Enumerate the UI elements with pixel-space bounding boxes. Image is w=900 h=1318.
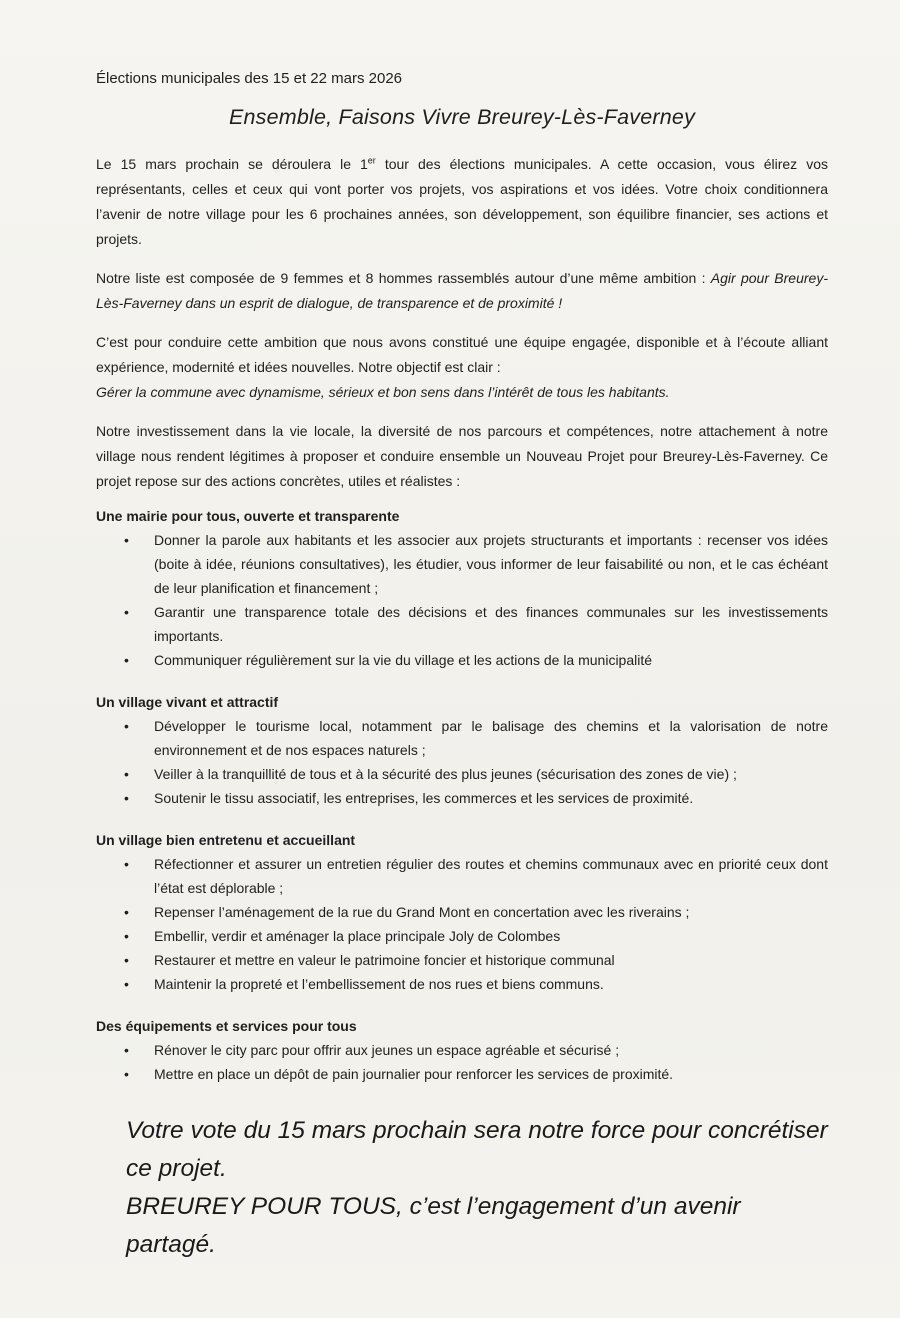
- intro-p1-text: Le 15 mars prochain se déroulera le 1: [96, 156, 368, 172]
- list-item: [120, 714, 828, 762]
- bullet-icon: •: [124, 952, 129, 968]
- bullet-icon: •: [124, 976, 129, 992]
- bullet-icon: •: [124, 928, 129, 944]
- list-item: [120, 1062, 828, 1086]
- section-list-mairie: [96, 528, 828, 672]
- list-item: [120, 1038, 828, 1062]
- list-item: [120, 528, 828, 600]
- closing-line-slogan: BREUREY POUR TOUS, c’est l’engagement d’un avenir partagé.: [126, 1193, 741, 1258]
- list-item-text: Restaurer et mettre en valeur le patrimoine foncier et historique communal: [154, 952, 615, 968]
- list-item-text: Développer le tourisme local, notamment par le balisage des chemins et la valorisation de notre environnement et de nos espaces naturels ;: [154, 718, 828, 758]
- list-item-text: Maintenir la propreté et l’embellissement de nos rues et biens communs.: [154, 976, 604, 992]
- intro-p2-ambition: Agir pour Breurey-Lès-Faverney dans un esprit de dialogue, de transparence et de proximité !: [96, 270, 828, 311]
- intro-paragraph-3: [96, 330, 828, 405]
- bullet-icon: •: [124, 790, 129, 806]
- intro-p1-text-cont: tour des élections municipales. A cette occasion, vous élirez vos représentants, celles et ceux qui vont porter vos projets, vos aspirations et vos idées. Votre choix conditionnera l’avenir de notre village pour les 6 prochaines années, son développement, son équilibre financier, ses actions et projets.: [96, 156, 828, 247]
- intro-p2-text: Notre liste est composée de 9 femmes et 8 hommes rassemblés autour d’une même ambition :: [96, 270, 711, 286]
- flyer-title: Ensemble, Faisons Vivre Breurey-Lès-Faverney: [228, 105, 696, 129]
- list-item-text: Donner la parole aux habitants et les associer aux projets structurants et importants : recenser vos idées (boite à idée, réunions consultatives), les étudier, vous informer de leur faisabilité ou non, et le cas échéant de leur planification et financement ;: [154, 532, 828, 596]
- list-item: [120, 648, 828, 672]
- bullet-icon: •: [124, 1066, 129, 1082]
- bullet-icon: •: [124, 652, 129, 668]
- bullet-icon: •: [124, 718, 129, 734]
- list-item: [120, 600, 828, 648]
- election-date-header: Élections municipales des 15 et 22 mars 2026: [96, 70, 403, 87]
- ordinal-superscript: er: [367, 155, 376, 166]
- bullet-icon: •: [124, 766, 129, 782]
- list-item: [120, 900, 828, 924]
- intro-p3-text: C’est pour conduire cette ambition que nous avons constitué une équipe engagée, disponible et à l’écoute alliant expérience, modernité et idées nouvelles. Notre objectif est clair :: [96, 334, 828, 375]
- list-item-text: Garantir une transparence totale des décisions et des finances communales sur les investissements importants.: [154, 604, 828, 644]
- section-title-equipements: Des équipements et services pour tous: [96, 1018, 357, 1034]
- bullet-icon: •: [124, 904, 129, 920]
- section-title-village-vivant: Un village vivant et attractif: [96, 694, 279, 710]
- list-item-text: Rénover le city parc pour offrir aux jeunes un espace agréable et sécurisé ;: [154, 1042, 620, 1058]
- bullet-icon: •: [124, 856, 129, 872]
- intro-p3-objective: Gérer la commune avec dynamisme, sérieux et bon sens dans l’intérêt de tous les habitants.: [96, 384, 670, 400]
- intro-paragraph-1: [96, 152, 828, 252]
- closing-line-vote: Votre vote du 15 mars prochain sera notre force pour concrétiser ce projet.: [126, 1117, 828, 1182]
- intro-paragraph-4: Notre investissement dans la vie locale, la diversité de nos parcours et compétences, notre attachement à notre village nous rendent légitimes à proposer et conduire ensemble un Nouveau Projet pour Breurey-Lès-Faverney. Ce projet repose sur des actions concrètes, utiles et réalistes :: [96, 423, 828, 489]
- list-item-text: Soutenir le tissu associatif, les entreprises, les commerces et les services de proximité.: [154, 790, 694, 806]
- list-item-text: Embellir, verdir et aménager la place principale Joly de Colombes: [154, 928, 561, 944]
- list-item: [120, 972, 828, 996]
- closing-statement: [96, 1112, 828, 1264]
- bullet-icon: •: [124, 1042, 129, 1058]
- list-item-text: Repenser l’aménagement de la rue du Grand Mont en concertation avec les riverains ;: [154, 904, 690, 920]
- list-item-text: Communiquer régulièrement sur la vie du village et les actions de la municipalité: [154, 652, 653, 668]
- list-item: [120, 762, 828, 786]
- intro-paragraph-2: [96, 266, 828, 316]
- list-item-text: Mettre en place un dépôt de pain journalier pour renforcer les services de proximité.: [154, 1066, 674, 1082]
- section-list-village-vivant: [96, 714, 828, 810]
- section-title-mairie: Une mairie pour tous, ouverte et transparente: [96, 508, 400, 524]
- bullet-icon: •: [124, 604, 129, 620]
- section-title-village-entretenu: Un village bien entretenu et accueillant: [96, 832, 356, 848]
- list-item: [120, 948, 828, 972]
- list-item: [120, 924, 828, 948]
- list-item-text: Veiller à la tranquillité de tous et à la sécurité des plus jeunes (sécurisation des zones de vie) ;: [154, 766, 737, 782]
- section-list-village-entretenu: [96, 852, 828, 996]
- list-item: [120, 852, 828, 900]
- list-item-text: Réfectionner et assurer un entretien régulier des routes et chemins communaux avec en priorité ceux dont l’état est déplorable ;: [154, 856, 828, 896]
- bullet-icon: •: [124, 532, 129, 548]
- list-item: [120, 786, 828, 810]
- section-list-equipements: [96, 1038, 828, 1086]
